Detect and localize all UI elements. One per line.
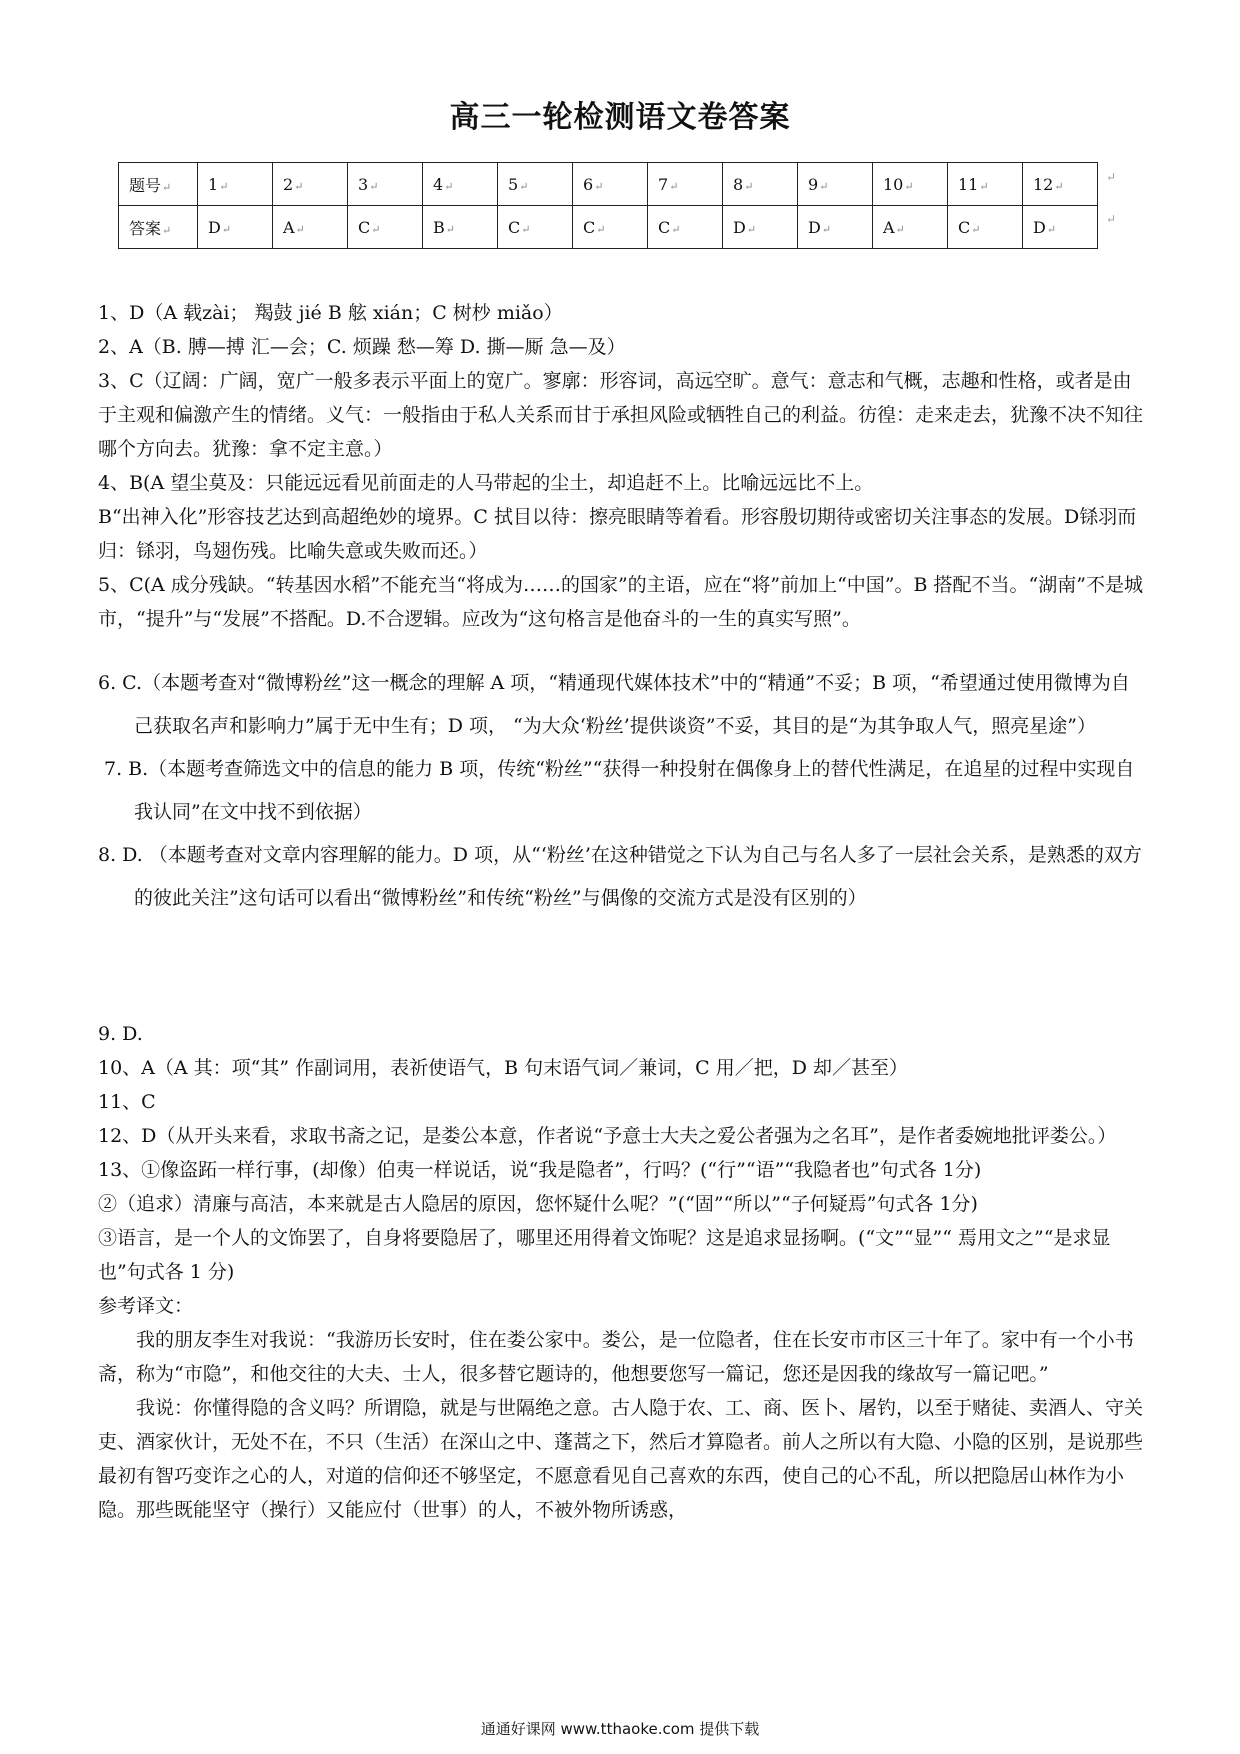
answer-9: 9. D. (98, 1023, 143, 1045)
table-cell: C↵ (498, 206, 573, 249)
answers-block-3 (98, 1017, 1144, 1527)
answer-6: 6. C.（本题考查对“微博粉丝”这一概念的理解 A 项，“精通现代媒体技术”中的“精通”不妥；B 项，“希望通过使用微博为自己获取名声和影响力”属于无中生有；D 项， “为大众‘粉丝’提供谈资”不妥，其目的是“为其争取人气，照亮星途”） (98, 672, 1130, 737)
answers-block-2 (98, 662, 1144, 920)
table-cell: A↵ (273, 206, 348, 249)
answer-table (118, 162, 1098, 249)
table-cell: D↵ (1023, 206, 1098, 249)
table-cell: 4↵ (423, 163, 498, 206)
table-cell: C↵ (648, 206, 723, 249)
table-cell: 12↵ (1023, 163, 1098, 206)
answer-7: 7. B.（本题考查筛选文中的信息的能力 B 项，传统“粉丝”“获得一种投射在偶像身上的替代性满足，在追星的过程中实现自我认同”在文中找不到依据） (104, 758, 1135, 823)
table-row-answers (119, 206, 1098, 249)
answer-12: 12、D（从开头来看，求取书斋之记，是娄公本意，作者说“予意士大夫之爱公者强为之名耳”，是作者委婉地批评娄公。） (98, 1125, 1117, 1147)
table-cell: B↵ (423, 206, 498, 249)
answer-5: 5、C(A 成分残缺。“转基因水稻”不能充当“将成为……的国家”的主语，应在“将”前加上“中国”。B 搭配不当。“湖南”不是城市，“提升”与“发展”不搭配。D.不合逻辑。应改为“这句格言是他奋斗的一生的真实写照”。 (98, 574, 1143, 630)
table-cell: 8↵ (723, 163, 798, 206)
answer-13-part-3: ③语言，是一个人的文饰罢了，自身将要隐居了，哪里还用得着文饰呢？这是追求显扬啊。(“文”“显”“ 焉用文之”“是求显也”句式各 1 分) (98, 1227, 1111, 1283)
table-cell: 6↵ (573, 163, 648, 206)
answer-13-part-2: ②（追求）清廉与高洁，本来就是古人隐居的原因，您怀疑什么呢？”(“固”“所以”“子何疑焉”句式各 1分) (98, 1193, 978, 1215)
row-header-number: 题号↵ (119, 163, 198, 206)
answer-11: 11、C (98, 1091, 156, 1113)
table-cell: C↵ (948, 206, 1023, 249)
paragraph-mark-icon: ↵ (1106, 170, 1117, 184)
table-cell: 11↵ (948, 163, 1023, 206)
table-cell: 1↵ (198, 163, 273, 206)
table-cell: 10↵ (873, 163, 948, 206)
footer: 通通好课网 www.tthaoke.com 提供下载 (480, 1720, 760, 1738)
answer-1: 1、D（A 载zài； 羯鼓 jié B 舷 xián；C 树杪 miǎo） (98, 302, 563, 324)
answer-4-line-2: B“出神入化”形容技艺达到高超绝妙的境界。C 拭目以待：擦亮眼睛等着看。形容殷切期待或密切关注事态的发展。D铩羽而归：铩羽，鸟翅伤残。比喻失意或失败而还。） (98, 506, 1137, 562)
answer-10: 10、A（A 其：项“其” 作副词用，表祈使语气，B 句末语气词／兼词，C 用／把，D 却／甚至） (98, 1057, 908, 1079)
table-cell: D↵ (723, 206, 798, 249)
answer-2: 2、A（B. 膊—搏 汇—会；C. 烦躁 愁—筹 D. 撕—厮 急—及） (98, 336, 626, 358)
answer-3: 3、C（辽阔：广阔，宽广一般多表示平面上的宽广。寥廓：形容词，高远空旷。意气：意志和气概，志趣和性格，或者是由于主观和偏激产生的情绪。义气：一般指由于私人关系而甘于承担风险或牺牲自己的利益。彷徨：走来走去，犹豫不决不知往哪个方向去。犹豫：拿不定主意。） (98, 370, 1144, 460)
table-cell: C↵ (348, 206, 423, 249)
table-cell: D↵ (798, 206, 873, 249)
page-title: 高三一轮检测语文卷答案 (449, 100, 791, 135)
table-cell: A↵ (873, 206, 948, 249)
answer-8: 8. D. （本题考查对文章内容理解的能力。D 项，从“‘粉丝’在这种错觉之下认为自己与名人多了一层社会关系，是熟悉的双方的彼此关注”这句话可以看出“微博粉丝”和传统“粉丝”与偶像的交流方式是没有区别的） (98, 844, 1142, 909)
table-cell: D↵ (198, 206, 273, 249)
translation-paragraph-2: 我说：你懂得隐的含义吗？所谓隐，就是与世隔绝之意。古人隐于农、工、商、医卜、屠钓，以至于赌徒、卖酒人、守关吏、酒家伙计，无处不在，不只（生活）在深山之中、蓬蒿之下，然后才算隐者。前人之所以有大隐、小隐的区别，是说那些最初有智巧变诈之心的人，对道的信仰还不够坚定，不愿意看见自己喜欢的东西，使自己的心不乱，所以把隐居山林作为小隐。那些既能坚守（操行）又能应付（世事）的人，不被外物所诱惑， (98, 1397, 1144, 1521)
reference-translation-label: 参考译文： (98, 1295, 194, 1317)
paragraph-mark-icon: ↵ (1106, 212, 1117, 226)
table-cell: 2↵ (273, 163, 348, 206)
answer-4-line-1: 4、B(A 望尘莫及：只能远远看见前面走的人马带起的尘土，却追赶不上。比喻远远比不上。 (98, 472, 874, 494)
table-cell: 5↵ (498, 163, 573, 206)
answers-block-1 (98, 296, 1144, 636)
table-cell: C↵ (573, 206, 648, 249)
table-row-numbers (119, 163, 1098, 206)
table-cell: 9↵ (798, 163, 873, 206)
row-header-answer: 答案↵ (119, 206, 198, 249)
answer-13-part-1: 13、①像盗跖一样行事，(却像）伯夷一样说话，说“我是隐者”，行吗？(“行”“语”“我隐者也”句式各 1分) (98, 1159, 982, 1181)
translation-paragraph-1: 我的朋友李生对我说：“我游历长安时，住在娄公家中。娄公，是一位隐者，住在长安市市区三十年了。家中有一个小书斋，称为“市隐”，和他交往的大夫、士人，很多替它题诗的，他想要您写一篇记，您还是因我的缘故写一篇记吧。” (98, 1329, 1134, 1385)
table-cell: 7↵ (648, 163, 723, 206)
table-cell: 3↵ (348, 163, 423, 206)
